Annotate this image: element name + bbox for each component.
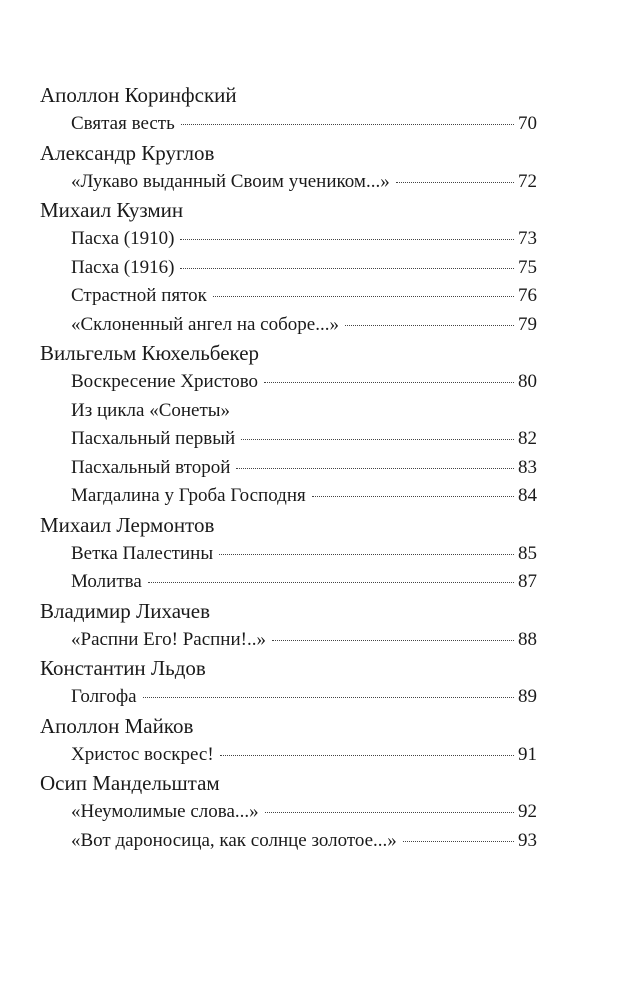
table-of-contents xyxy=(40,81,537,855)
dot-leader xyxy=(180,239,514,240)
dot-leader xyxy=(272,640,514,641)
dot-leader xyxy=(265,812,514,813)
toc-entry xyxy=(71,168,537,197)
dot-leader xyxy=(241,439,514,440)
dot-leader xyxy=(403,841,514,842)
dot-leader xyxy=(148,582,514,583)
toc-entry xyxy=(71,568,537,597)
author-name: Михаил Кузмин xyxy=(40,198,184,222)
page-number: 75 xyxy=(518,256,537,278)
author-name: Владимир Лихачев xyxy=(40,598,210,623)
page-number: 85 xyxy=(518,542,537,564)
dot-leader xyxy=(220,755,514,756)
author-name: Михаил Лермонтов xyxy=(40,512,215,537)
dot-leader xyxy=(219,554,514,555)
page-number: 72 xyxy=(518,170,537,192)
toc-entry xyxy=(71,311,537,340)
page-number: 82 xyxy=(518,428,537,449)
page-number: 88 xyxy=(518,628,537,650)
toc-entry xyxy=(71,368,537,397)
toc-entry xyxy=(71,282,537,311)
author-name: Аполлон Коринфский xyxy=(40,83,237,107)
author-name: Константин Льдов xyxy=(40,656,206,680)
page-number: 87 xyxy=(518,571,537,592)
poem-title: «Склоненный ангел на соборе...» xyxy=(71,313,339,335)
toc-entry xyxy=(71,683,537,712)
page-number: 80 xyxy=(518,371,537,392)
author-name: Аполлон Майков xyxy=(40,713,194,738)
poem-title: Ветка Палестины xyxy=(71,542,214,564)
dot-leader xyxy=(345,325,514,326)
poem-title: Магдалина у Гроба Господня xyxy=(71,485,306,506)
dot-leader xyxy=(396,182,514,183)
author-name: Вильгельм Кюхельбекер xyxy=(40,341,260,365)
cycle-subheading: Из цикла «Сонеты» xyxy=(71,399,231,421)
poem-title: Пасха (1916) xyxy=(71,256,175,278)
toc-entry xyxy=(71,225,537,254)
poem-title: Воскресение Христово xyxy=(71,371,259,392)
page-number: 73 xyxy=(518,228,537,249)
dot-leader xyxy=(143,697,514,698)
page-number: 92 xyxy=(518,801,537,822)
toc-entry xyxy=(71,482,537,511)
poem-title: Страстной пяток xyxy=(71,285,207,306)
toc-entry xyxy=(71,110,537,139)
poem-title: «Неумолимые слова...» xyxy=(71,801,259,822)
poem-title: «Лукаво выданный Своим учеником...» xyxy=(71,170,390,192)
toc-entry xyxy=(71,626,537,655)
poem-title: Голгофа xyxy=(71,686,137,707)
toc-entry xyxy=(71,254,537,283)
author-name: Осип Мандельштам xyxy=(40,771,220,795)
page-number: 93 xyxy=(518,829,537,851)
page-number: 83 xyxy=(518,456,537,478)
dot-leader xyxy=(213,296,514,297)
toc-entry xyxy=(71,454,537,483)
dot-leader xyxy=(181,124,514,125)
poem-title: Христос воскрес! xyxy=(71,743,214,765)
page-number: 89 xyxy=(518,686,537,707)
page-number: 79 xyxy=(518,313,537,335)
dot-leader xyxy=(264,382,514,383)
page-number: 84 xyxy=(518,485,537,506)
poem-title: Пасхальный первый xyxy=(71,428,236,449)
poem-title: «Вот дароносица, как солнце золотое...» xyxy=(71,829,397,851)
dot-leader xyxy=(236,468,514,469)
toc-entry xyxy=(71,798,537,827)
poem-title: Молитва xyxy=(71,571,142,592)
page-number: 70 xyxy=(518,113,537,134)
toc-entry xyxy=(71,741,537,770)
toc-entry xyxy=(71,425,537,454)
toc-entry xyxy=(71,827,537,856)
toc-entry xyxy=(71,540,537,569)
page-number: 91 xyxy=(518,743,537,765)
page-number: 76 xyxy=(518,285,537,306)
poem-title: «Распни Его! Распни!..» xyxy=(71,628,266,650)
author-name: Александр Круглов xyxy=(40,140,215,165)
poem-title: Святая весть xyxy=(71,113,175,134)
dot-leader xyxy=(180,268,514,269)
poem-title: Пасха (1910) xyxy=(71,228,175,249)
poem-title: Пасхальный второй xyxy=(71,456,231,478)
dot-leader xyxy=(312,496,514,497)
